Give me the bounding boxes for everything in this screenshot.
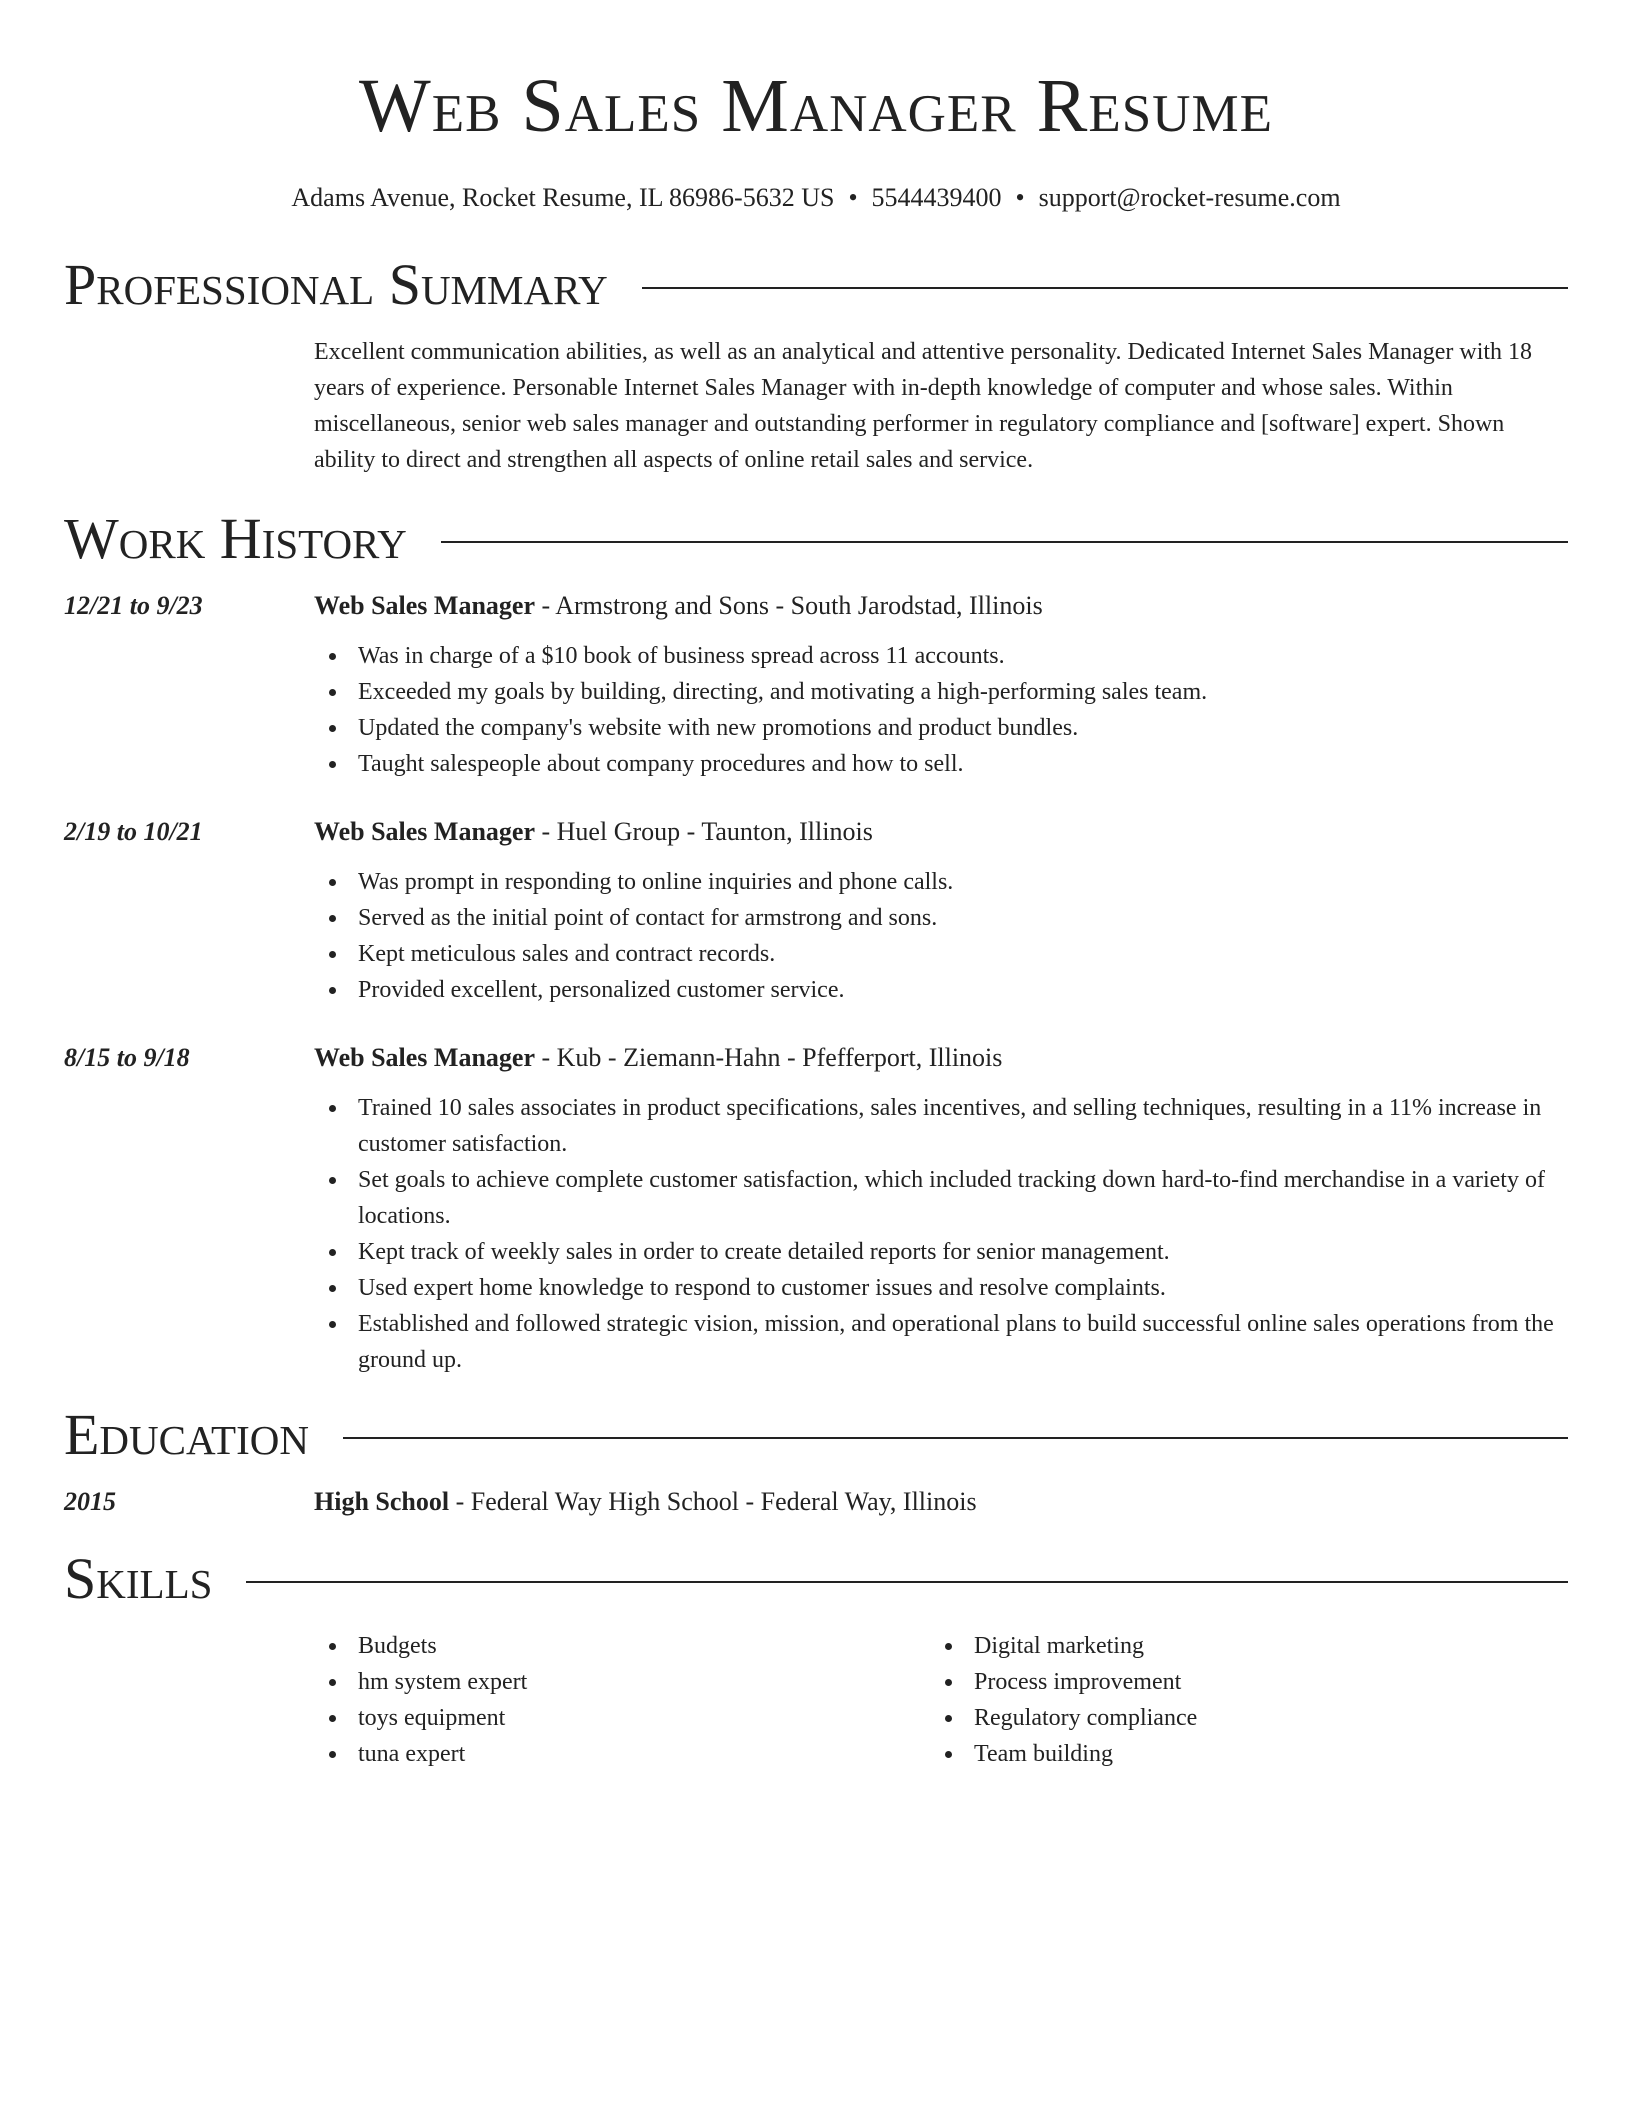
list-item: Taught salespeople about company procedures and how to sell. xyxy=(314,746,1568,782)
work-heading xyxy=(314,1040,1568,1076)
work-dates: 8/15 to 9/18 xyxy=(64,1043,190,1072)
section-title-work: Work History xyxy=(64,506,407,571)
list-item: Was in charge of a $10 book of business spread across 11 accounts. xyxy=(314,638,1568,674)
skills-column-right xyxy=(930,1628,1546,1772)
section-title-skills: Skills xyxy=(64,1546,213,1611)
section-summary-header xyxy=(64,250,1568,320)
section-education-header xyxy=(64,1400,1568,1470)
work-entry xyxy=(64,1040,1568,1378)
section-title-education: Education xyxy=(64,1402,309,1467)
contact-phone: 5544439400 xyxy=(871,183,1002,212)
contact-separator: • xyxy=(1015,183,1025,212)
list-item: Used expert home knowledge to respond to customer issues and resolve complaints. xyxy=(314,1270,1568,1306)
education-body xyxy=(314,1484,1568,1520)
section-title-summary: Professional Summary xyxy=(64,252,608,317)
work-details: - Huel Group - Taunton, Illinois xyxy=(535,817,873,846)
skill-item: Digital marketing xyxy=(930,1628,1546,1664)
work-role: Web Sales Manager xyxy=(314,1043,535,1072)
list-item: Set goals to achieve complete customer satisfaction, which included tracking down hard-to-find merchandise in a variety of locations. xyxy=(314,1162,1568,1234)
section-divider xyxy=(441,541,1568,543)
work-entry-body xyxy=(314,588,1568,782)
work-details: - Armstrong and Sons - South Jarodstad, Illinois xyxy=(535,591,1043,620)
work-bullets xyxy=(314,864,1568,1008)
work-dates: 2/19 to 10/21 xyxy=(64,817,203,846)
work-bullets xyxy=(314,1090,1568,1378)
work-role: Web Sales Manager xyxy=(314,591,535,620)
contact-separator: • xyxy=(848,183,858,212)
list-item: Kept meticulous sales and contract records. xyxy=(314,936,1568,972)
education-heading xyxy=(314,1484,1568,1520)
contact-email: support@rocket-resume.com xyxy=(1038,183,1341,212)
section-divider xyxy=(343,1437,1568,1439)
skill-item: Budgets xyxy=(314,1628,930,1664)
education-details: - Federal Way High School - Federal Way, Illinois xyxy=(449,1487,977,1516)
skill-item: Regulatory compliance xyxy=(930,1700,1546,1736)
skills-list xyxy=(314,1628,1568,1772)
education-degree: High School xyxy=(314,1487,450,1516)
list-item: Served as the initial point of contact for armstrong and sons. xyxy=(314,900,1568,936)
work-entry xyxy=(64,588,1568,782)
work-entry xyxy=(64,814,1568,1008)
list-item: Exceeded my goals by building, directing, and motivating a high-performing sales team. xyxy=(314,674,1568,710)
skill-item: toys equipment xyxy=(314,1700,930,1736)
list-item: Updated the company's website with new promotions and product bundles. xyxy=(314,710,1568,746)
work-heading xyxy=(314,588,1568,624)
list-item: Trained 10 sales associates in product specifications, sales incentives, and selling techniques, resulting in a 11% increase in customer satisfaction. xyxy=(314,1090,1568,1162)
list-item: Kept track of weekly sales in order to create detailed reports for senior management. xyxy=(314,1234,1568,1270)
work-bullets xyxy=(314,638,1568,782)
work-entry-body xyxy=(314,814,1568,1008)
section-divider xyxy=(246,1581,1568,1583)
section-skills-header xyxy=(64,1544,1568,1614)
skill-item: Team building xyxy=(930,1736,1546,1772)
work-entry-body xyxy=(314,1040,1568,1378)
skills-column-left xyxy=(314,1628,930,1772)
summary-text: Excellent communication abilities, as well as an analytical and attentive personality. Dedicated Internet Sales Manager with 18 years of experience. Personable Internet Sales Manager with in-depth knowledge of computer and whose sales. Within miscellaneous, senior web sales manager and outstanding performer in regulatory compliance and [software] expert. Shown ability to direct and strengthen all aspects of online retail sales and service. xyxy=(314,339,1533,473)
work-dates: 12/21 to 9/23 xyxy=(64,591,203,620)
list-item: Established and followed strategic vision, mission, and operational plans to build successful online sales operations from the ground up. xyxy=(314,1306,1568,1378)
list-item: Was prompt in responding to online inquiries and phone calls. xyxy=(314,864,1568,900)
education-entry xyxy=(64,1484,1568,1520)
section-work-header xyxy=(64,504,1568,574)
section-divider xyxy=(642,287,1568,289)
contact-address: Adams Avenue, Rocket Resume, IL 86986-5632 US xyxy=(291,183,835,212)
list-item: Provided excellent, personalized customer service. xyxy=(314,972,1568,1008)
skill-item: Process improvement xyxy=(930,1664,1546,1700)
contact-line xyxy=(64,180,1568,216)
education-year: 2015 xyxy=(64,1487,116,1516)
skill-item: hm system expert xyxy=(314,1664,930,1700)
skill-item: tuna expert xyxy=(314,1736,930,1772)
work-role: Web Sales Manager xyxy=(314,817,535,846)
work-details: - Kub - Ziemann-Hahn - Pfefferport, Illinois xyxy=(535,1043,1003,1072)
resume-title: Web Sales Manager Resume xyxy=(359,64,1273,148)
work-heading xyxy=(314,814,1568,850)
